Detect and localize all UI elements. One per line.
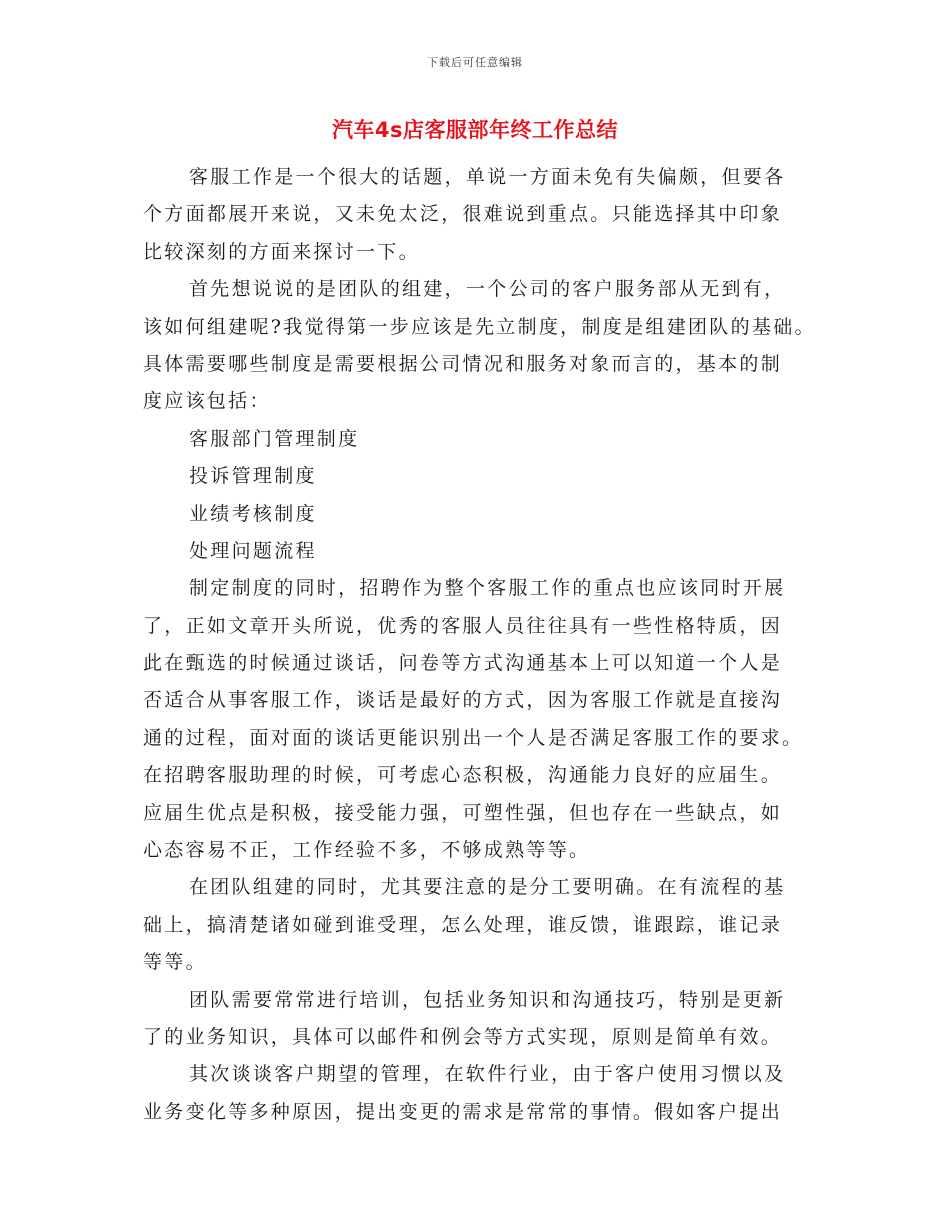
- text-line: 了，正如文章开头所说，优秀的客服人员往往具有一些性格特质，因: [143, 614, 783, 637]
- text-line: 否适合从事客服工作，谈话是最好的方式，因为客服工作就是直接沟: [143, 689, 783, 712]
- text-line: 在招聘客服助理的时候，可考虑心态积极，沟通能力良好的应届生。: [143, 764, 783, 787]
- text-line: 通的过程，面对面的谈话更能识别出一个人是否满足客服工作的要求。: [143, 726, 804, 749]
- text-line: 度应该包括：: [143, 390, 271, 413]
- text-line: 客服部门管理制度: [189, 427, 360, 450]
- text-line: 础上，搞清楚诸如碰到谁受理，怎么处理，谁反馈，谁跟踪，谁记录: [143, 913, 783, 936]
- text-line: 此在甄选的时候通过谈话，问卷等方式沟通基本上可以知道一个人是: [143, 652, 783, 675]
- text-line: 客服工作是一个很大的话题，单说一方面未免有失偏颇，但要各: [189, 166, 786, 188]
- document-body: [143, 159, 816, 1131]
- text-line: 制定制度的同时，招聘作为整个客服工作的重点也应该同时开展: [189, 577, 786, 600]
- text-line: 心态容易不正，工作经验不多，不够成熟等等。: [143, 839, 591, 862]
- text-line: 比较深刻的方面来探讨一下。: [143, 240, 420, 263]
- text-line: 该如何组建呢?我觉得第一步应该是先立制度，制度是组建团队的基础。: [143, 315, 816, 338]
- text-line: 个方面都展开来说，又未免太泛，很难说到重点。只能选择其中印象: [143, 203, 783, 226]
- text-line: 其次谈谈客户期望的管理，在软件行业，由于客户使用习惯以及: [189, 1063, 786, 1086]
- text-line: 投诉管理制度: [189, 465, 317, 488]
- text-line: 首先想说说的是团队的组建，一个公司的客户服务部从无到有，: [189, 278, 786, 301]
- document-title: 汽车4s店客服部年终工作总结: [331, 118, 619, 142]
- text-line: 团队需要常常进行培训，包括业务知识和沟通技巧，特别是更新: [189, 988, 786, 1011]
- text-line: 等等。: [143, 951, 207, 974]
- text-line: 了的业务知识，具体可以邮件和例会等方式实现，原则是简单有效。: [143, 1025, 783, 1048]
- text-line: 具体需要哪些制度是需要根据公司情况和服务对象而言的，基本的制: [143, 352, 783, 375]
- text-line: 处理问题流程: [189, 539, 317, 562]
- text-line: 业务变化等多种原因，提出变更的需求是常常的事情。假如客户提出: [143, 1100, 783, 1123]
- text-line: 应届生优点是积极，接受能力强，可塑性强，但也存在一些缺点，如: [143, 801, 783, 824]
- header-note: 下载后可任意编辑: [427, 56, 523, 69]
- text-line: 业绩考核制度: [189, 502, 317, 525]
- text-line: 在团队组建的同时，尤其要注意的是分工要明确。在有流程的基: [189, 876, 786, 899]
